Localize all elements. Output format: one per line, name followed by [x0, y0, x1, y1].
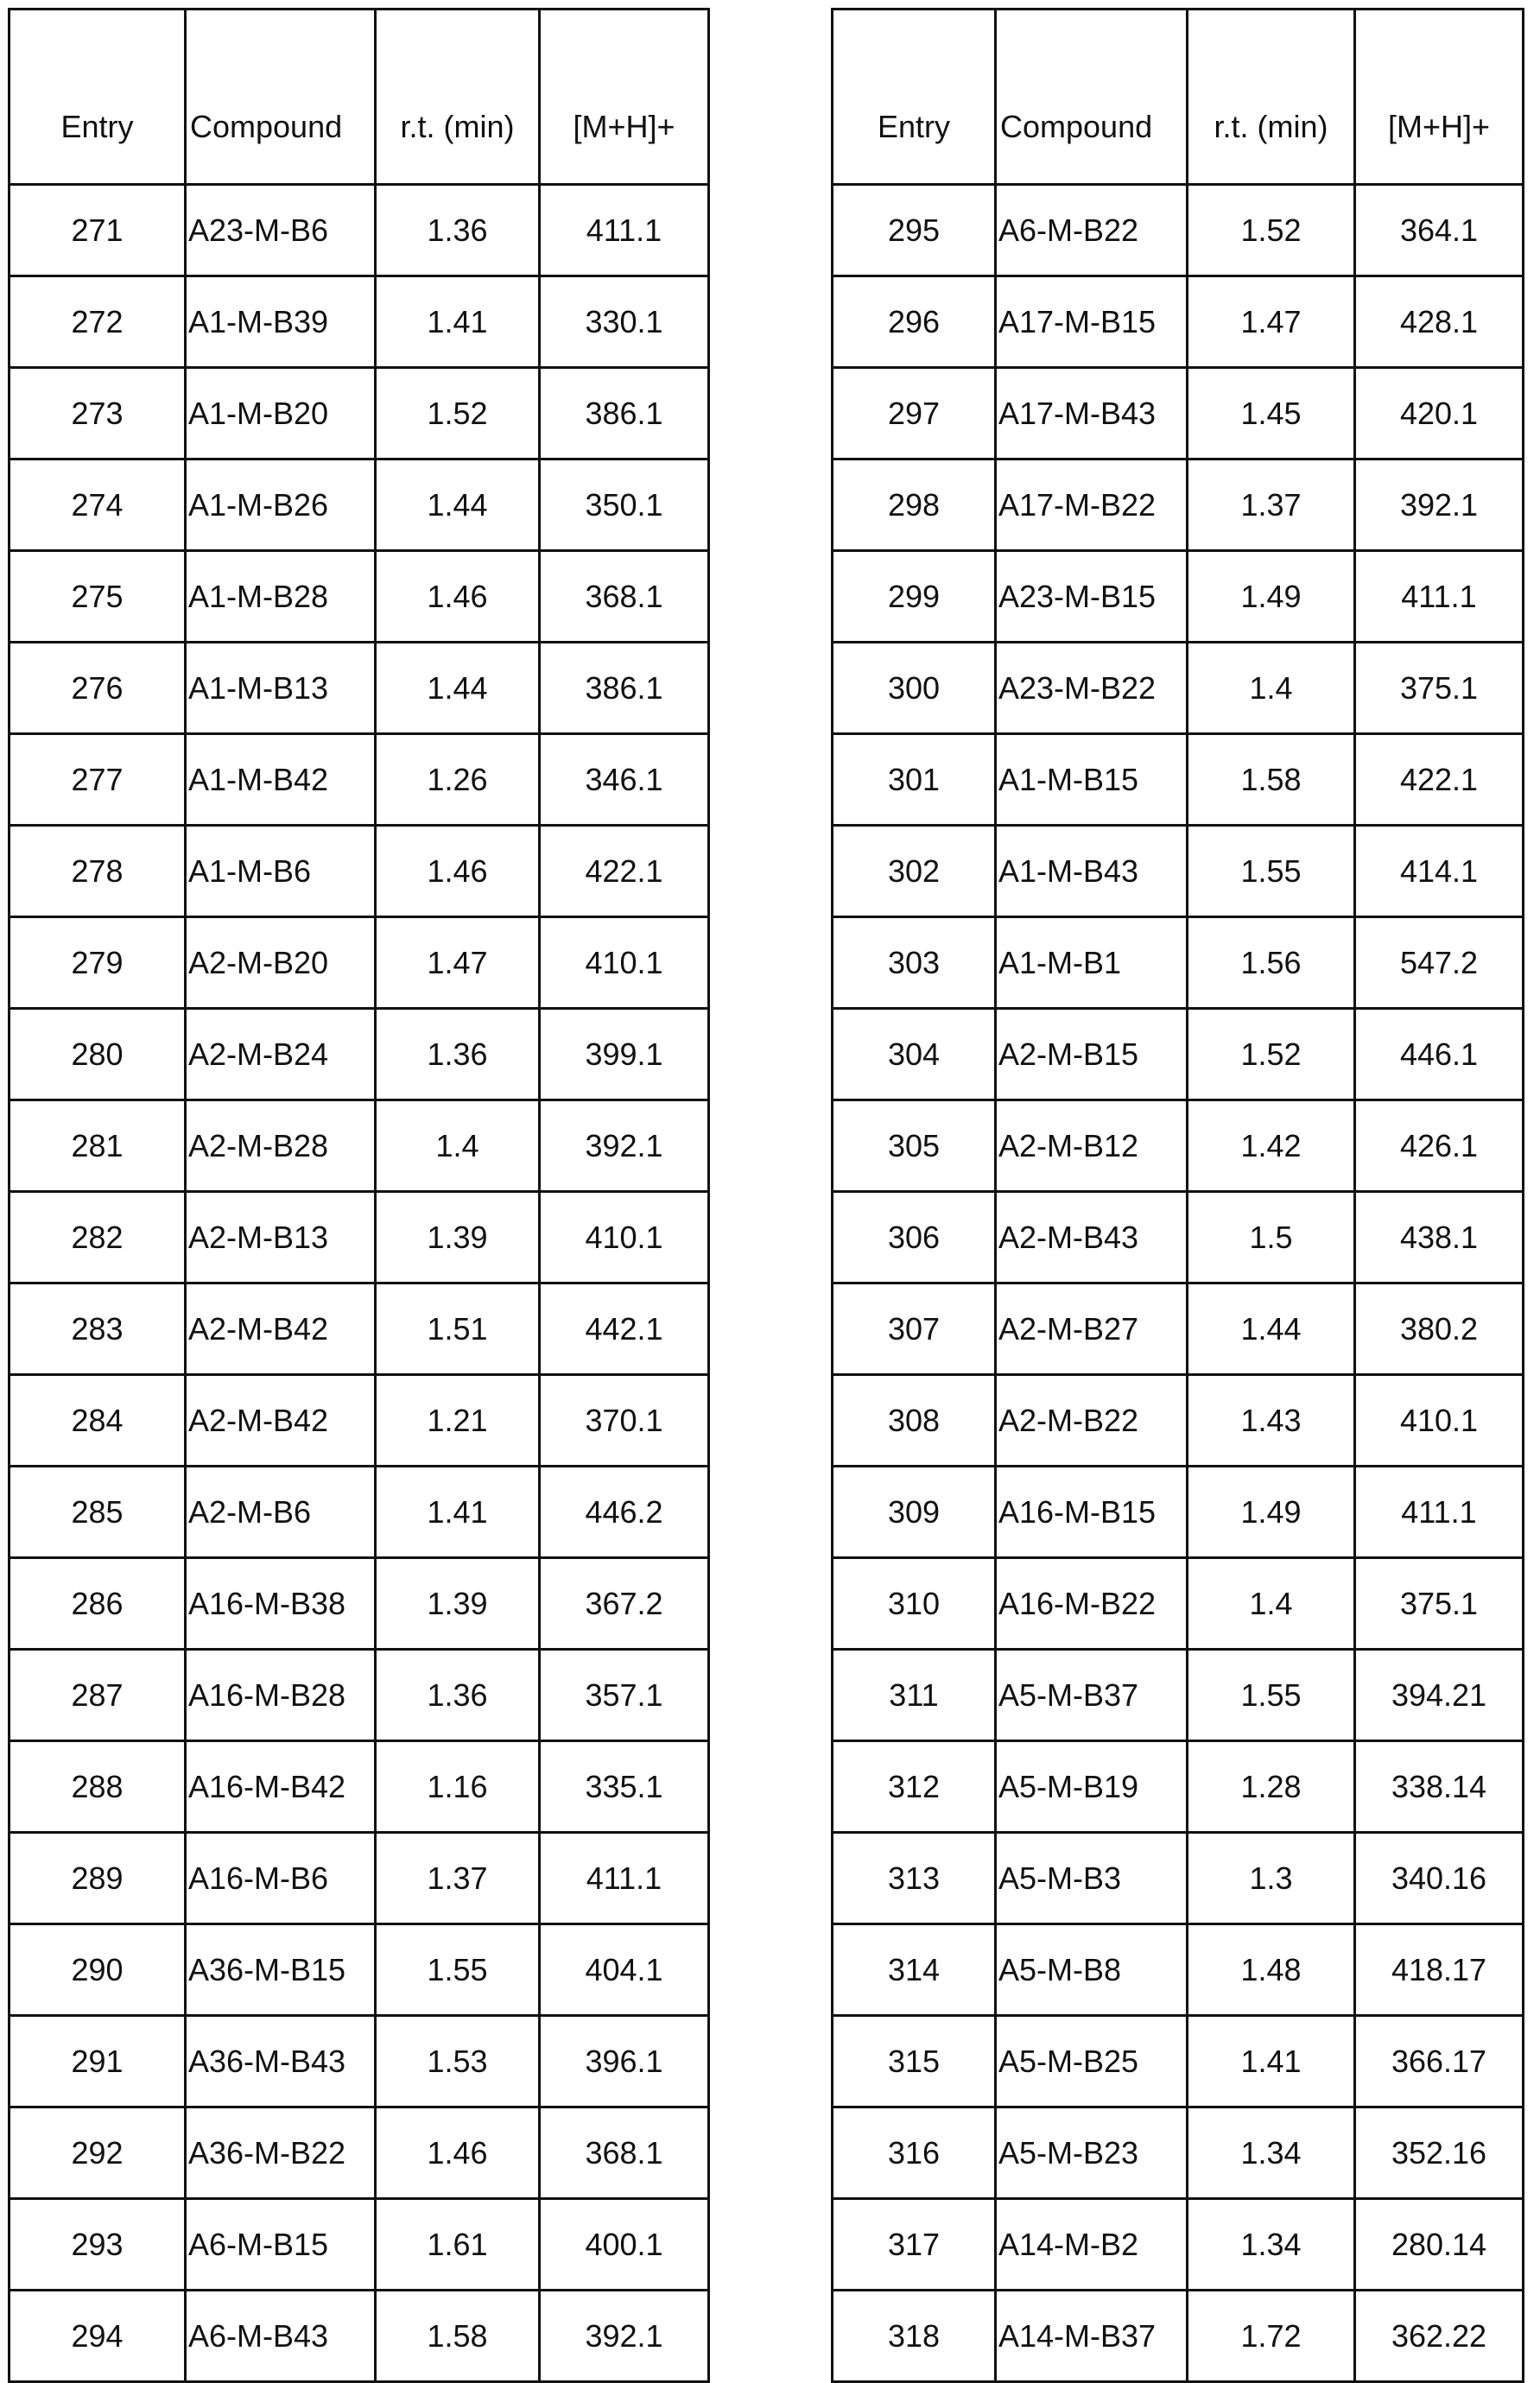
cell-compound: A2-M-B28	[186, 1100, 376, 1192]
table-row	[10, 1009, 709, 1100]
cell-compound: A6-M-B43	[186, 2291, 376, 2382]
cell-mh: 394.21	[1355, 1650, 1524, 1741]
cell-rt: 1.41	[1188, 2016, 1355, 2107]
table-row	[833, 1558, 1524, 1650]
cell-compound: A36-M-B22	[186, 2107, 376, 2199]
cell-compound: A2-M-B42	[186, 1375, 376, 1467]
cell-entry: 307	[833, 1283, 996, 1375]
cell-mh: 380.2	[1355, 1283, 1524, 1375]
cell-compound: A2-M-B6	[186, 1467, 376, 1558]
cell-compound: A16-M-B15	[996, 1467, 1188, 1558]
cell-mh: 366.17	[1355, 2016, 1524, 2107]
cell-rt: 1.58	[376, 2291, 540, 2382]
cell-compound: A14-M-B37	[996, 2291, 1188, 2382]
cell-entry: 292	[10, 2107, 186, 2199]
cell-compound: A2-M-B20	[186, 917, 376, 1009]
cell-mh: 399.1	[540, 1009, 709, 1100]
header-compound: Compound	[186, 10, 376, 185]
table-row	[833, 1650, 1524, 1741]
cell-rt: 1.52	[376, 368, 540, 459]
cell-entry: 302	[833, 826, 996, 917]
header-rt: r.t. (min)	[376, 10, 540, 185]
cell-entry: 284	[10, 1375, 186, 1467]
cell-mh: 438.1	[1355, 1192, 1524, 1283]
cell-mh: 411.1	[540, 1833, 709, 1924]
cell-compound: A5-M-B37	[996, 1650, 1188, 1741]
cell-entry: 286	[10, 1558, 186, 1650]
cell-rt: 1.48	[1188, 1924, 1355, 2016]
table-row	[833, 1924, 1524, 2016]
cell-entry: 298	[833, 459, 996, 551]
cell-rt: 1.44	[376, 459, 540, 551]
cell-mh: 357.1	[540, 1650, 709, 1741]
cell-rt: 1.46	[376, 826, 540, 917]
cell-entry: 282	[10, 1192, 186, 1283]
cell-mh: 370.1	[540, 1375, 709, 1467]
table-row	[10, 459, 709, 551]
cell-entry: 311	[833, 1650, 996, 1741]
table-row	[10, 185, 709, 276]
cell-mh: 368.1	[540, 551, 709, 643]
cell-compound: A1-M-B20	[186, 368, 376, 459]
cell-compound: A6-M-B22	[996, 185, 1188, 276]
cell-rt: 1.4	[1188, 1558, 1355, 1650]
header-rt: r.t. (min)	[1188, 10, 1355, 185]
cell-mh: 410.1	[1355, 1375, 1524, 1467]
cell-mh: 400.1	[540, 2199, 709, 2291]
cell-rt: 1.52	[1188, 1009, 1355, 1100]
cell-entry: 296	[833, 276, 996, 368]
table-row	[10, 1283, 709, 1375]
table-row	[10, 1467, 709, 1558]
cell-rt: 1.56	[1188, 917, 1355, 1009]
table-row	[833, 2016, 1524, 2107]
table-row	[833, 1192, 1524, 1283]
header-entry: Entry	[833, 10, 996, 185]
cell-compound: A1-M-B43	[996, 826, 1188, 917]
results-table-right	[831, 8, 1524, 2383]
cell-rt: 1.41	[376, 276, 540, 368]
cell-compound: A17-M-B43	[996, 368, 1188, 459]
table-row	[833, 459, 1524, 551]
cell-mh: 426.1	[1355, 1100, 1524, 1192]
cell-rt: 1.72	[1188, 2291, 1355, 2382]
cell-rt: 1.37	[1188, 459, 1355, 551]
cell-rt: 1.44	[376, 643, 540, 734]
table-row	[10, 826, 709, 917]
table-row	[833, 1741, 1524, 1833]
cell-mh: 404.1	[540, 1924, 709, 2016]
cell-mh: 362.22	[1355, 2291, 1524, 2382]
cell-entry: 295	[833, 185, 996, 276]
cell-rt: 1.16	[376, 1741, 540, 1833]
cell-rt: 1.52	[1188, 185, 1355, 276]
cell-compound: A2-M-B24	[186, 1009, 376, 1100]
cell-entry: 287	[10, 1650, 186, 1741]
cell-compound: A16-M-B38	[186, 1558, 376, 1650]
cell-entry: 293	[10, 2199, 186, 2291]
cell-compound: A36-M-B43	[186, 2016, 376, 2107]
cell-compound: A1-M-B39	[186, 276, 376, 368]
cell-compound: A17-M-B22	[996, 459, 1188, 551]
cell-entry: 275	[10, 551, 186, 643]
cell-entry: 280	[10, 1009, 186, 1100]
cell-compound: A1-M-B42	[186, 734, 376, 826]
cell-compound: A2-M-B13	[186, 1192, 376, 1283]
table-row	[833, 1009, 1524, 1100]
table-row	[833, 2199, 1524, 2291]
header-entry: Entry	[10, 10, 186, 185]
cell-mh: 338.14	[1355, 1741, 1524, 1833]
table-row	[10, 1100, 709, 1192]
header-compound: Compound	[996, 10, 1188, 185]
cell-rt: 1.36	[376, 1009, 540, 1100]
cell-rt: 1.34	[1188, 2107, 1355, 2199]
cell-rt: 1.28	[1188, 1741, 1355, 1833]
cell-compound: A2-M-B15	[996, 1009, 1188, 1100]
cell-rt: 1.34	[1188, 2199, 1355, 2291]
cell-entry: 285	[10, 1467, 186, 1558]
results-table-left	[8, 8, 710, 2383]
cell-compound: A2-M-B43	[996, 1192, 1188, 1283]
cell-compound: A5-M-B19	[996, 1741, 1188, 1833]
cell-rt: 1.41	[376, 1467, 540, 1558]
cell-mh: 396.1	[540, 2016, 709, 2107]
cell-compound: A5-M-B23	[996, 2107, 1188, 2199]
cell-rt: 1.3	[1188, 1833, 1355, 1924]
cell-compound: A23-M-B15	[996, 551, 1188, 643]
table-row	[10, 1192, 709, 1283]
table-row	[10, 2199, 709, 2291]
table-row	[833, 734, 1524, 826]
cell-compound: A17-M-B15	[996, 276, 1188, 368]
table-row	[833, 185, 1524, 276]
cell-rt: 1.51	[376, 1283, 540, 1375]
table-row	[833, 2107, 1524, 2199]
cell-mh: 367.2	[540, 1558, 709, 1650]
cell-compound: A1-M-B28	[186, 551, 376, 643]
table-row	[10, 276, 709, 368]
cell-entry: 276	[10, 643, 186, 734]
table-row	[833, 551, 1524, 643]
cell-rt: 1.42	[1188, 1100, 1355, 1192]
cell-entry: 315	[833, 2016, 996, 2107]
cell-compound: A36-M-B15	[186, 1924, 376, 2016]
header-mh: [M+H]+	[1355, 10, 1524, 185]
cell-entry: 313	[833, 1833, 996, 1924]
cell-compound: A2-M-B22	[996, 1375, 1188, 1467]
cell-entry: 272	[10, 276, 186, 368]
cell-mh: 386.1	[540, 643, 709, 734]
cell-mh: 442.1	[540, 1283, 709, 1375]
cell-entry: 283	[10, 1283, 186, 1375]
cell-entry: 299	[833, 551, 996, 643]
cell-compound: A23-M-B22	[996, 643, 1188, 734]
cell-mh: 410.1	[540, 917, 709, 1009]
table-row	[10, 368, 709, 459]
cell-rt: 1.36	[376, 1650, 540, 1741]
cell-mh: 420.1	[1355, 368, 1524, 459]
cell-rt: 1.49	[1188, 551, 1355, 643]
cell-mh: 410.1	[540, 1192, 709, 1283]
cell-rt: 1.39	[376, 1558, 540, 1650]
cell-entry: 294	[10, 2291, 186, 2382]
cell-rt: 1.47	[376, 917, 540, 1009]
cell-rt: 1.44	[1188, 1283, 1355, 1375]
cell-mh: 422.1	[540, 826, 709, 917]
cell-entry: 277	[10, 734, 186, 826]
cell-entry: 301	[833, 734, 996, 826]
cell-mh: 335.1	[540, 1741, 709, 1833]
cell-rt: 1.53	[376, 2016, 540, 2107]
cell-mh: 446.2	[540, 1467, 709, 1558]
cell-mh: 411.1	[540, 185, 709, 276]
cell-mh: 280.14	[1355, 2199, 1524, 2291]
table-row	[833, 1375, 1524, 1467]
cell-rt: 1.39	[376, 1192, 540, 1283]
cell-compound: A5-M-B25	[996, 2016, 1188, 2107]
cell-entry: 300	[833, 643, 996, 734]
table-row	[833, 1283, 1524, 1375]
cell-rt: 1.47	[1188, 276, 1355, 368]
cell-rt: 1.61	[376, 2199, 540, 2291]
cell-mh: 392.1	[540, 2291, 709, 2382]
cell-rt: 1.55	[376, 1924, 540, 2016]
table-row	[833, 1833, 1524, 1924]
cell-entry: 309	[833, 1467, 996, 1558]
cell-rt: 1.21	[376, 1375, 540, 1467]
table-row	[10, 643, 709, 734]
cell-compound: A16-M-B6	[186, 1833, 376, 1924]
cell-mh: 411.1	[1355, 1467, 1524, 1558]
cell-entry: 314	[833, 1924, 996, 2016]
cell-compound: A5-M-B8	[996, 1924, 1188, 2016]
table-row	[833, 368, 1524, 459]
cell-entry: 310	[833, 1558, 996, 1650]
cell-compound: A16-M-B22	[996, 1558, 1188, 1650]
cell-rt: 1.49	[1188, 1467, 1355, 1558]
cell-rt: 1.45	[1188, 368, 1355, 459]
cell-compound: A16-M-B42	[186, 1741, 376, 1833]
cell-mh: 547.2	[1355, 917, 1524, 1009]
cell-entry: 278	[10, 826, 186, 917]
table-row	[10, 1650, 709, 1741]
cell-compound: A6-M-B15	[186, 2199, 376, 2291]
cell-mh: 386.1	[540, 368, 709, 459]
cell-mh: 330.1	[540, 276, 709, 368]
cell-entry: 303	[833, 917, 996, 1009]
cell-rt: 1.26	[376, 734, 540, 826]
cell-compound: A16-M-B28	[186, 1650, 376, 1741]
header-row	[833, 10, 1524, 185]
cell-entry: 289	[10, 1833, 186, 1924]
cell-entry: 305	[833, 1100, 996, 1192]
cell-compound: A1-M-B15	[996, 734, 1188, 826]
cell-entry: 312	[833, 1741, 996, 1833]
table-row	[10, 551, 709, 643]
table-row	[833, 917, 1524, 1009]
cell-rt: 1.55	[1188, 826, 1355, 917]
table-row	[833, 643, 1524, 734]
cell-mh: 375.1	[1355, 1558, 1524, 1650]
cell-mh: 352.16	[1355, 2107, 1524, 2199]
cell-compound: A1-M-B13	[186, 643, 376, 734]
table-row	[10, 1924, 709, 2016]
cell-rt: 1.46	[376, 2107, 540, 2199]
cell-mh: 411.1	[1355, 551, 1524, 643]
cell-entry: 317	[833, 2199, 996, 2291]
cell-entry: 288	[10, 1741, 186, 1833]
table-row	[10, 1833, 709, 1924]
cell-rt: 1.43	[1188, 1375, 1355, 1467]
cell-mh: 375.1	[1355, 643, 1524, 734]
cell-mh: 414.1	[1355, 826, 1524, 917]
cell-compound: A14-M-B2	[996, 2199, 1188, 2291]
cell-mh: 392.1	[1355, 459, 1524, 551]
cell-entry: 306	[833, 1192, 996, 1283]
cell-entry: 290	[10, 1924, 186, 2016]
cell-rt: 1.5	[1188, 1192, 1355, 1283]
cell-mh: 340.16	[1355, 1833, 1524, 1924]
cell-mh: 446.1	[1355, 1009, 1524, 1100]
cell-mh: 392.1	[540, 1100, 709, 1192]
table-row	[10, 734, 709, 826]
table-row	[10, 2107, 709, 2199]
cell-entry: 304	[833, 1009, 996, 1100]
table-row	[833, 276, 1524, 368]
cell-mh: 350.1	[540, 459, 709, 551]
cell-entry: 274	[10, 459, 186, 551]
cell-entry: 308	[833, 1375, 996, 1467]
cell-mh: 364.1	[1355, 185, 1524, 276]
cell-compound: A5-M-B3	[996, 1833, 1188, 1924]
cell-rt: 1.4	[1188, 643, 1355, 734]
table-row	[10, 1375, 709, 1467]
cell-entry: 271	[10, 185, 186, 276]
cell-rt: 1.4	[376, 1100, 540, 1192]
cell-compound: A2-M-B42	[186, 1283, 376, 1375]
cell-entry: 291	[10, 2016, 186, 2107]
cell-entry: 316	[833, 2107, 996, 2199]
cell-compound: A1-M-B26	[186, 459, 376, 551]
cell-rt: 1.58	[1188, 734, 1355, 826]
table-row	[10, 1741, 709, 1833]
table-row	[10, 2016, 709, 2107]
cell-entry: 273	[10, 368, 186, 459]
cell-entry: 297	[833, 368, 996, 459]
header-row	[10, 10, 709, 185]
cell-compound: A23-M-B6	[186, 185, 376, 276]
table-row	[833, 1100, 1524, 1192]
cell-rt: 1.46	[376, 551, 540, 643]
cell-rt: 1.37	[376, 1833, 540, 1924]
cell-entry: 281	[10, 1100, 186, 1192]
cell-compound: A1-M-B6	[186, 826, 376, 917]
cell-compound: A2-M-B27	[996, 1283, 1188, 1375]
cell-entry: 318	[833, 2291, 996, 2382]
cell-rt: 1.55	[1188, 1650, 1355, 1741]
cell-compound: A1-M-B1	[996, 917, 1188, 1009]
header-mh: [M+H]+	[540, 10, 709, 185]
table-row	[10, 917, 709, 1009]
cell-mh: 368.1	[540, 2107, 709, 2199]
cell-rt: 1.36	[376, 185, 540, 276]
table-row	[10, 1558, 709, 1650]
cell-entry: 279	[10, 917, 186, 1009]
cell-mh: 422.1	[1355, 734, 1524, 826]
cell-compound: A2-M-B12	[996, 1100, 1188, 1192]
table-row	[833, 1467, 1524, 1558]
cell-mh: 418.17	[1355, 1924, 1524, 2016]
cell-mh: 346.1	[540, 734, 709, 826]
table-row	[833, 826, 1524, 917]
cell-mh: 428.1	[1355, 276, 1524, 368]
